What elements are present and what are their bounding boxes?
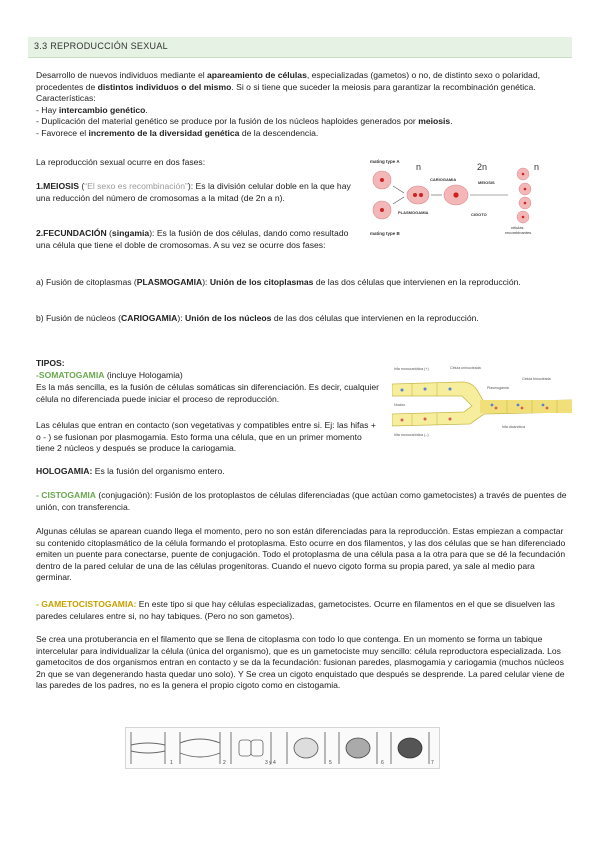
stage-2-label: 2 [223,760,226,766]
ploidy-n-right: n [534,162,540,172]
label-hifa-minus: hifa monocariótica (–) [394,433,429,437]
section-title: 3.3 REPRODUCCIÓN SEXUAL [34,41,168,51]
meiosis-label: MEIOSIS [478,180,495,185]
label-dicariotica: hifa dicariótica [502,425,525,429]
ploidy-n-left: n [416,162,422,172]
mating-type-b-label: mating type B [370,231,400,236]
gametocistogamia-heading: - GAMETOCISTOGAMIA: En este tipo si que hay células especializadas, gametocistes. Ocurre en filamentos en el que se disuelven las paredes celulares entre si, no hay tabiques. (Pero no son gametos). [36,599,555,621]
somatogamia-paragraph-1: Es la más sencilla, es la fusión de células somáticas sin diferenciación. Es decir, cualquier célula no diferenciada puede iniciar el proceso de reproducción. [36,382,379,404]
hologamia-paragraph: HOLOGAMIA: Es la fusión del organismo entero. [36,466,225,476]
hyphae-fusion-figure [392,362,572,440]
ploidy-2n: 2n [477,162,488,172]
cariogamia-label: CARIOGAMIA [430,177,457,182]
tipos-title: TIPOS: [36,358,65,368]
somatogamia-heading: -SOMATOGAMIA (incluye Hologamia) [36,370,183,380]
nucleus-b [380,208,384,212]
label-nucleo: Núcleo [394,403,406,407]
zygote-nucleus [453,192,458,197]
section-header [28,37,572,58]
somatogamia-paragraph-2: Las células que entran en contacto (son vegetativas y compatibles entre si. Ej: las hifas + o - ) se fusionan por plasmogamia. Esto forma una célula, que en un primer momento tiene 2 núcleos y después se produce la cariogamia. [36,420,376,454]
stage-5-label: 5 [329,760,332,766]
nucleus-a [380,178,384,182]
plasmogamy-cell [407,186,429,204]
label-uninucleada: Célula uninucleada [450,366,481,370]
plasmogamia-label: PLASMOGAMIA [398,210,429,215]
label-hifa-plus: hifa monocariótica (+) [394,367,429,371]
stage-3-4-label: 3 y 4 [265,760,276,766]
fecundacion-paragraph: 2.FECUNDACIÓN (singamia): Es la fusión de dos células, dando como resultado una célula que tiene el doble de cromosomas. A su vez se ocurre dos fases: [36,228,349,250]
recombinantes-label: recombinantes [505,230,532,235]
label-binucleada: Célula binucleada [522,377,551,381]
nucleus-plasmogamy-1 [413,193,417,197]
stage-7-label: 7 [431,760,434,766]
cigoto-label: CIGOTO [471,212,487,217]
cariogamia-paragraph: b) Fusión de núcleos (CARIOGAMIA): Unión de los núcleos de las dos células que intervienen en la reproducción. [36,313,479,323]
intro-paragraph: Desarrollo de nuevos individuos mediante el apareamiento de células, especializadas (gametos) o no, de distinto sexo o polaridad, procedentes de distintos individuos o del mismo. Si o si tiene que suceder la meiosis para garantizar la recombinación genética. Características: - Hay intercambio genético. - Duplicación del material genético se produce por la fusión de los núcleos haploides generados por meiosis. - Favorece el incremento de la diversidad genética de la descendencia. [36,70,540,138]
phases-intro: La reproducción sexual ocurre en dos fases: [36,157,206,167]
arrow-b [393,197,404,204]
reproduction-cycle-figure [368,158,568,243]
nucleus-plasmogamy-2 [419,193,423,197]
stage-6-label: 6 [381,760,384,766]
gametocistogamia-paragraph: Se crea una protuberancia en el filamento que se llena de citoplasma con todo lo que contenga. En un momento se forma un tabique intercelular para individualizar la célula (única del organismo), que es un gametociste muy sencillo: célula reproductora especializada. Los gametocitos de dos organismos entran en contacto y se da la fecundación: fusionan paredes, plasmogamia y cariogamia (muchos núcleos 2n que se van degenerando hasta quedar uno solo). Y Se crea un cigoto enquistado que después se desprende. La pared celular viene de las paredes de los padres, no es la genera el propio cigoto como en cistogamia. [36,634,565,691]
mating-type-a-label: mating type A [370,159,400,164]
plasmogamia-paragraph: a) Fusión de citoplasmas (PLASMOGAMIA): Unión de los citoplasmas de las dos células que intervienen en la reproducción. [36,277,521,287]
celulas-label: células [511,225,524,230]
meiosis-paragraph: 1.MEIOSIS (“El sexo es recombinación”): Es la división celular doble en la que hay una reducción del número de cromosomas a la mitad (de 2n a n). [36,181,351,203]
cistogamia-heading: - CISTOGAMIA (conjugación): Fusión de los protoplastos de células diferenciadas (que actúan como gametocistes) a través de puentes de unión, con transferencia. [36,490,567,512]
dikaryotic-hypha [480,400,572,413]
arrow-a [393,186,404,193]
gametocystogamy-stages-figure [125,727,440,769]
cistogamia-paragraph: Algunas células se aparean cuando llega el momento, pero no son están diferenciadas para la reproducción. Estas empiezan a compactar su contenido citoplasmático de la célula formando el protoplasma. Esto ocurre en dos filamentos, y las dos células que se han diferenciado emiten un puente para conectarse, puente de conjugación. Todo el protoplasma de una célula pasa a la otra para que se dé la fecundación dentro de la pared celular de una de las células progenitoras. Cuando el nuevo cigoto forma su propia pared, ya sale al medio para germinar. [36,526,566,583]
stage-1-label: 1 [170,760,173,766]
label-plasmogamia: Plasmogamia [487,386,509,390]
